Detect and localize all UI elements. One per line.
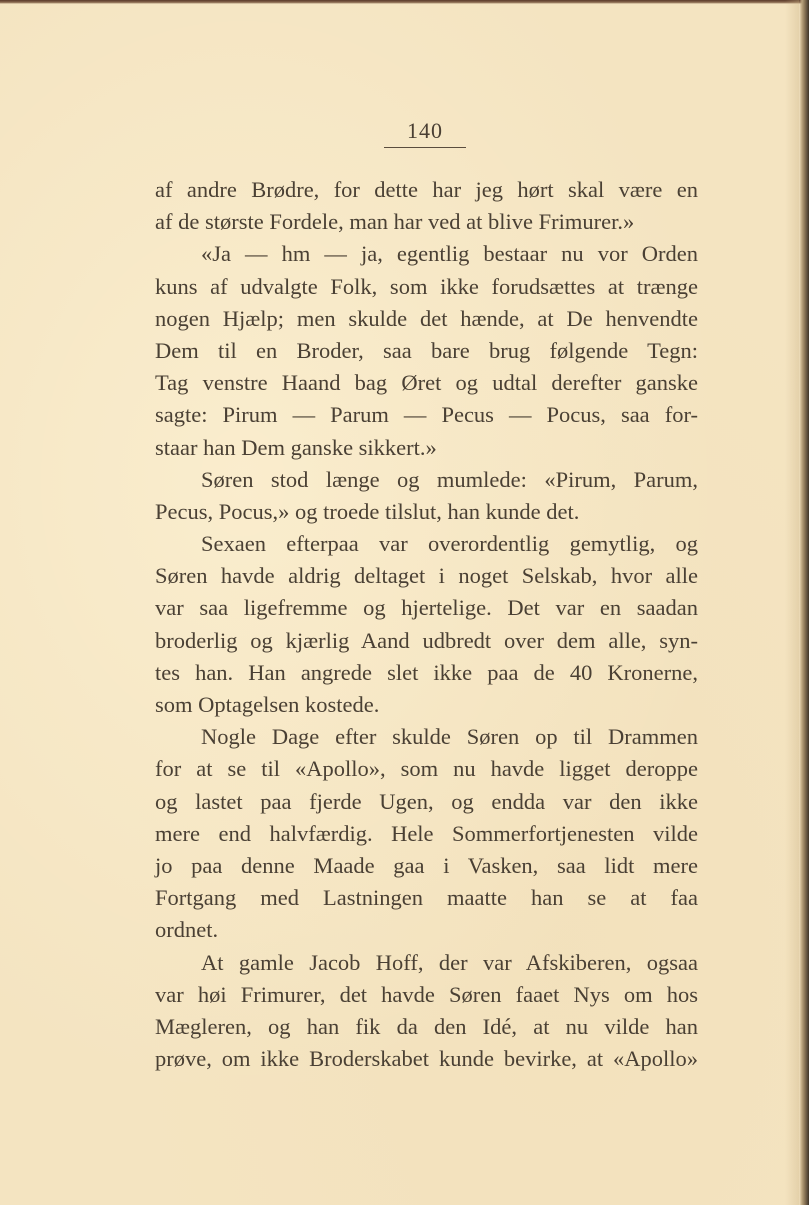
text-line: tes han. Han angrede slet ikke paa de 40 Kronerne, bbox=[155, 659, 698, 685]
text-line: Fortgang med Lastningen maatte han se at faa bbox=[155, 885, 698, 911]
text-line: mere end halvfærdig. Hele Sommerfortjenesten vilde bbox=[155, 820, 698, 846]
text-line: «Ja — hm — ja, egentlig bestaar nu vor Orden bbox=[201, 241, 698, 267]
text-line: Søren havde aldrig deltaget i noget Selskab, hvor alle bbox=[155, 563, 698, 589]
text-line: broderlig og kjærlig Aand udbredt over dem alle, syn- bbox=[155, 627, 698, 653]
text-line: prøve, om ikke Broderskabet kunde bevirke, at «Apollo» bbox=[155, 1046, 698, 1072]
text-line: At gamle Jacob Hoff, der var Afskiberen, ogsaa bbox=[201, 949, 698, 975]
page-number-rule bbox=[384, 147, 466, 148]
text-line: staar han Dem ganske sikkert.» bbox=[155, 434, 437, 460]
text-line: af de største Fordele, man har ved at blive Frimurer.» bbox=[155, 209, 635, 235]
text-line: Nogle Dage efter skulde Søren op til Drammen bbox=[201, 724, 698, 750]
text-line: Dem til en Broder, saa bare brug følgende Tegn: bbox=[155, 337, 698, 363]
text-line: nogen Hjælp; men skulde det hænde, at De henvendte bbox=[155, 305, 698, 331]
text-line: kuns af udvalgte Folk, som ikke forudsættes at trænge bbox=[155, 273, 698, 299]
text-line: som Optagelsen kostede. bbox=[155, 692, 380, 717]
text-line: Søren stod længe og mumlede: «Pirum, Parum, bbox=[201, 466, 698, 492]
text-line: Sexaen efterpaa var overordentlig gemytlig, og bbox=[201, 531, 698, 557]
text-line: ordnet. bbox=[155, 917, 219, 943]
text-line: jo paa denne Maade gaa i Vasken, saa lidt mere bbox=[155, 852, 698, 878]
page-top-edge bbox=[0, 0, 809, 4]
text-line: Tag venstre Haand bag Øret og udtal derefter ganske bbox=[155, 370, 698, 396]
page-gutter-shadow bbox=[785, 0, 799, 1205]
text-line: Pecus, Pocus,» og troede tilslut, han kunde det. bbox=[155, 498, 580, 524]
text-line: Mægleren, og han fik da den Idé, at nu vilde han bbox=[155, 1013, 698, 1039]
page-number: 140 bbox=[407, 118, 443, 143]
text-line: af andre Brødre, for dette har jeg hørt skal være en bbox=[155, 177, 698, 202]
text-line: sagte: Pirum — Parum — Pecus — Pocus, saa for- bbox=[155, 402, 698, 428]
body-text bbox=[155, 174, 698, 1075]
text-line: var saa ligefremme og hjertelige. Det var en saadan bbox=[155, 595, 698, 621]
text-line: var høi Frimurer, det havde Søren faaet Nys om hos bbox=[155, 981, 698, 1007]
text-line: for at se til «Apollo», som nu havde ligget deroppe bbox=[155, 756, 698, 782]
page-right-edge bbox=[799, 0, 809, 1205]
text-line: og lastet paa fjerde Ugen, og endda var den ikke bbox=[155, 788, 698, 814]
